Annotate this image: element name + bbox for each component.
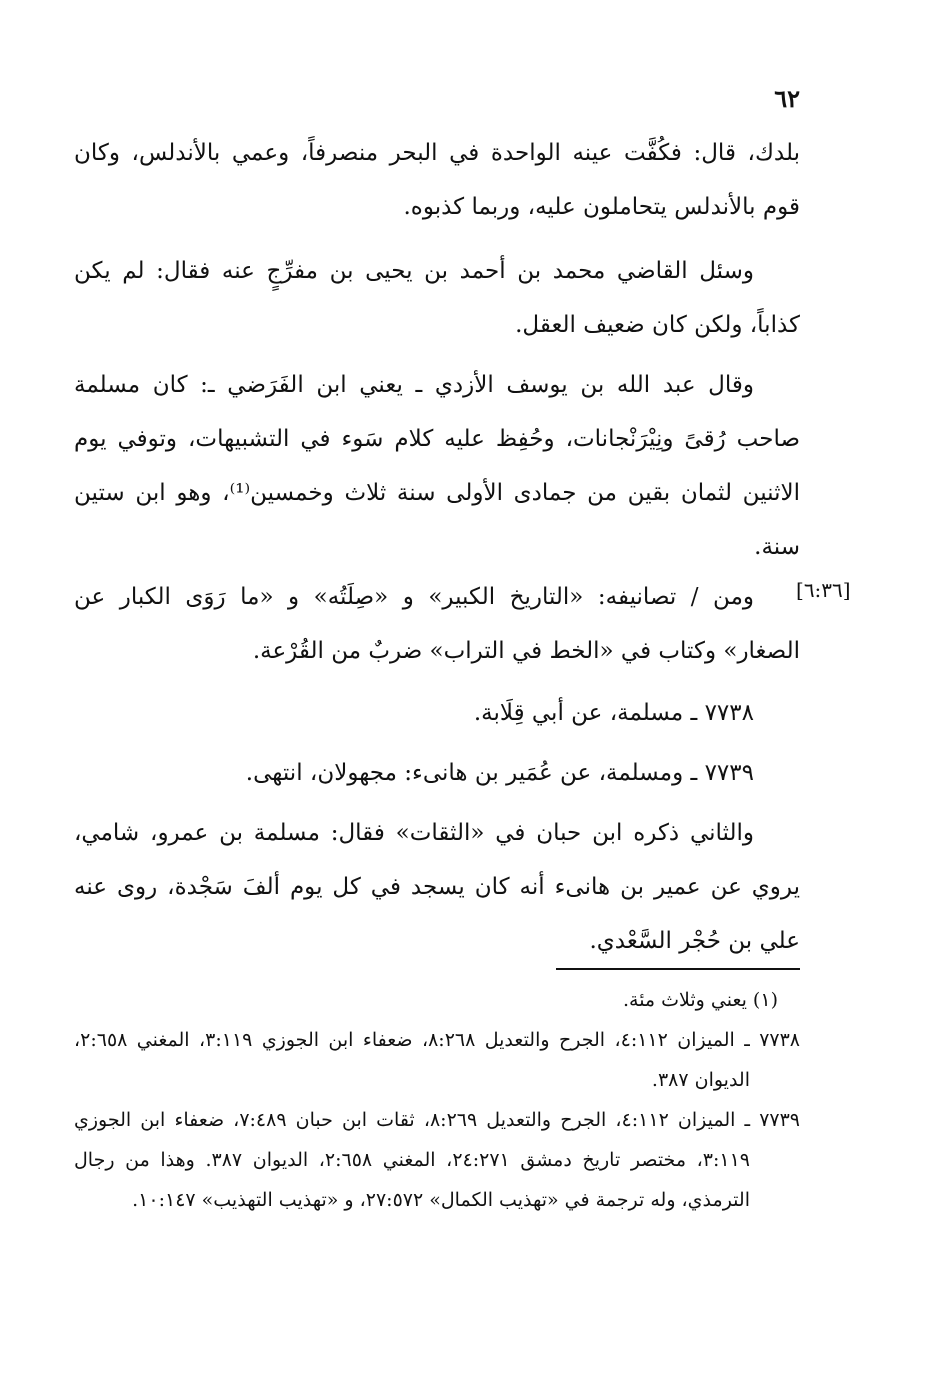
paragraph-text: ومن / تصانيفه: «التاريخ الكبير» و «صِلَتُه» و «ما رَوَى الكبار عن الصغار» وكتاب في «الخط في التراب» ضربٌ من القُرْعة. xyxy=(74,584,800,664)
paragraph-continuation xyxy=(74,126,800,234)
margin-reference: [٦:٣٦] xyxy=(796,578,851,602)
page-number: ٦٢ xyxy=(774,84,800,113)
paragraph-azdi-statement xyxy=(74,358,800,574)
footnote-source-7738: ٧٧٣٨ ـ الميزان ٤:١١٢، الجرح والتعديل ٨:٢٦٨، ضعفاء ابن الجوزي ٣:١١٩، المغني ٢:٦٥٨، الديوان ٣٨٧. xyxy=(74,1029,801,1091)
entry-text: ٧٧٣٨ ـ مسلمة، عن أبي قِلَابة. xyxy=(473,700,754,726)
entry-7738 xyxy=(74,686,800,740)
footnote-source-7739: ٧٧٣٩ ـ الميزان ٤:١١٢، الجرح والتعديل ٨:٢٦٩، ثقات ابن حبان ٧:٤٨٩، ضعفاء ابن الجوزي ٣:١١٩، مختصر تاريخ دمشق ٢٤:٢٧١، المغني ٢:٦٥٨، الديوان ٣٨٧. وهذا من رجال الترمذي، وله ترجمة في «تهذيب الكمال» ٢٧:٥٧٢، و «تهذيب التهذيب» ١٠:١٤٧. xyxy=(74,1109,801,1211)
paragraph-works xyxy=(74,570,800,678)
footnotes xyxy=(74,980,800,1220)
paragraph-text: وسئل القاضي محمد بن أحمد بن يحيى بن مفرِّجٍ عنه فقال: لم يكن كذاباً، ولكن كان ضعيف العقل. xyxy=(74,258,800,338)
entry-text: ٧٧٣٩ ـ ومسلمة، عن عُمَير بن هانىء: مجهولان، انتهى. xyxy=(245,760,754,786)
footnote-1: (١) يعني وثلاث مئة. xyxy=(622,989,778,1011)
paragraph-ibn-hibban xyxy=(74,806,800,968)
footnote-divider xyxy=(556,968,800,970)
paragraph-judge-statement xyxy=(74,244,800,352)
paragraph-text: وقال عبد الله بن يوسف الأزدي ـ يعني ابن الفَرَضي ـ: كان مسلمة صاحب رُقىً ونِيْرَنْجانات، وحُفِظ عليه كلام سَوء في التشبيهات، وتوفي يوم الاثنين لثمان بقين من جمادى الأولى سنة ثلاث وخمسين⁽¹⁾، وهو ابن ستين سنة. xyxy=(74,372,800,560)
paragraph-text: بلدك، قال: فكُفَّت عينه الواحدة في البحر منصرفاً، وعمي بالأندلس، وكان قوم بالأندلس يتحاملون عليه، وربما كذبوه. xyxy=(74,140,800,220)
paragraph-text: والثاني ذكره ابن حبان في «الثقات» فقال: مسلمة بن عمرو، شامي، يروي عن عمير بن هانىء أنه كان يسجد في كل يوم ألفَ سَجْدة، روى عنه علي بن حُجْر السَّعْدي. xyxy=(74,820,800,954)
entry-7739 xyxy=(74,746,800,800)
